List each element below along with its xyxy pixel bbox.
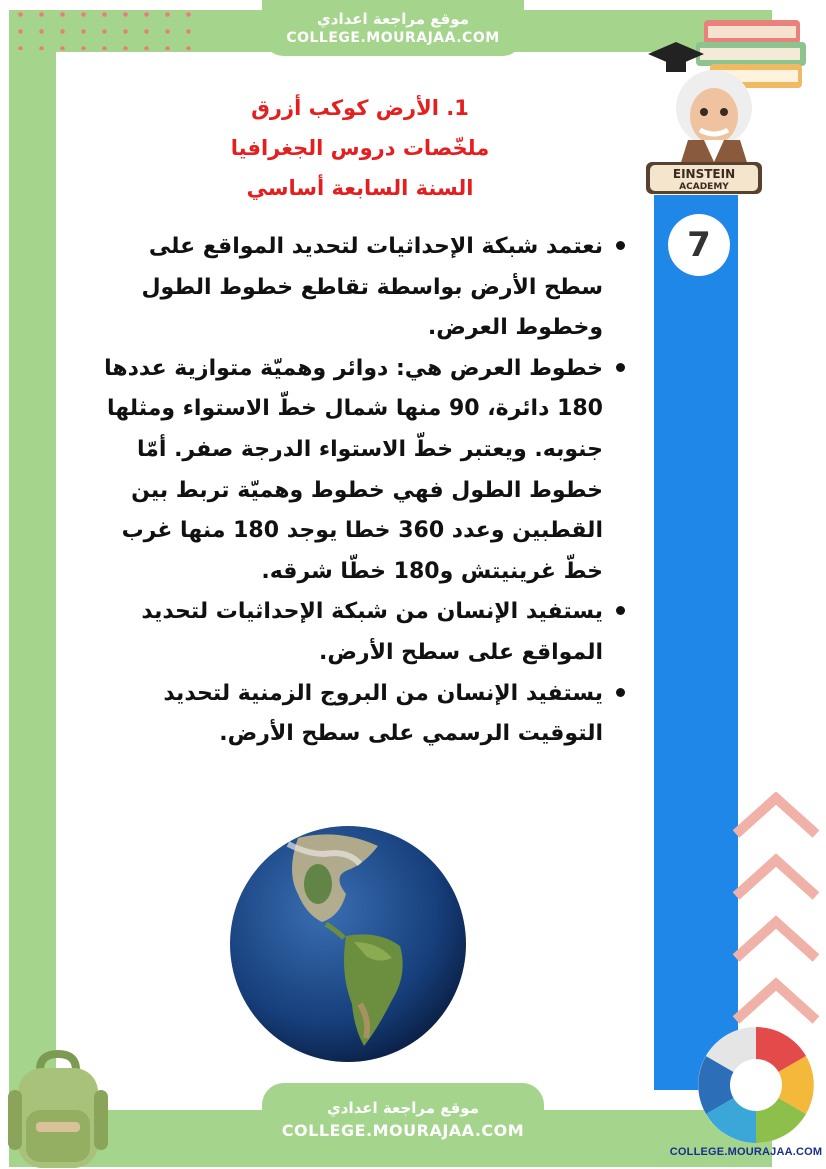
logo-line2: ACADEMY (679, 182, 729, 192)
logo-line1: EINSTEIN (672, 167, 736, 181)
bullet-list (95, 227, 625, 755)
list-item (95, 227, 603, 349)
title-line-2: ملخّصات دروس الجغرافيا (230, 136, 490, 160)
title-line-3: السنة السابعة أساسي (246, 176, 474, 200)
header-site-url[interactable]: COLLEGE.MOURAJAA.COM (286, 30, 500, 46)
bullet-text: نعتمد شبكة الإحداثيات لتحديد المواقع على سطح الأرض بواسطة تقاطع خطوط الطول وخطوط العرض. (141, 234, 603, 341)
list-item (95, 349, 603, 593)
list-item (95, 674, 603, 755)
list-item (95, 592, 603, 673)
page-number-badge (668, 214, 730, 276)
globe-image (228, 824, 468, 1064)
footer-tab (262, 1083, 544, 1153)
bullet-text: خطوط العرض هي: دوائر وهميّة متوازية عددها 180 دائرة، 90 منها شمال خطّ الاستواء ومثلها جنوبه. ويعتبر خطّ الاستواء الدرجة صفر. أمّا خطوط الطول فهي خطوط وهميّة تربط بين القطبين وعدد 360 خطا يوجد 180 منها غرب خطّ غرينيتش و180 خطّا شرقه. (104, 355, 603, 584)
page-number: 7 (687, 225, 711, 265)
page-title (150, 88, 570, 208)
footer-site-url[interactable]: COLLEGE.MOURAJAA.COM (281, 1121, 525, 1140)
footer-site-name: موقع مراجعة اعدادي (327, 1099, 479, 1117)
title-line-1: 1. الأرض كوكب أزرق (251, 96, 469, 120)
header-site-name: موقع مراجعة اعدادي (317, 10, 469, 28)
header-tab (262, 0, 524, 56)
chevron-decoration-icon (730, 792, 822, 1042)
backpack-icon (0, 1050, 116, 1169)
subjects-wheel-icon (694, 1023, 818, 1147)
blue-side-strip (654, 195, 738, 1090)
bullet-text: يستفيد الإنسان من شبكة الإحداثيات لتحديد المواقع على سطح الأرض. (141, 599, 603, 665)
lesson-summary (95, 227, 625, 755)
dot-pattern (10, 6, 200, 50)
corner-site-url[interactable]: COLLEGE.MOURAJAA.COM (669, 1146, 823, 1158)
einstein-mascot-icon (630, 12, 820, 194)
bullet-text: يستفيد الإنسان من البروج الزمنية لتحديد التوقيت الرسمي على سطح الأرض. (163, 680, 603, 747)
